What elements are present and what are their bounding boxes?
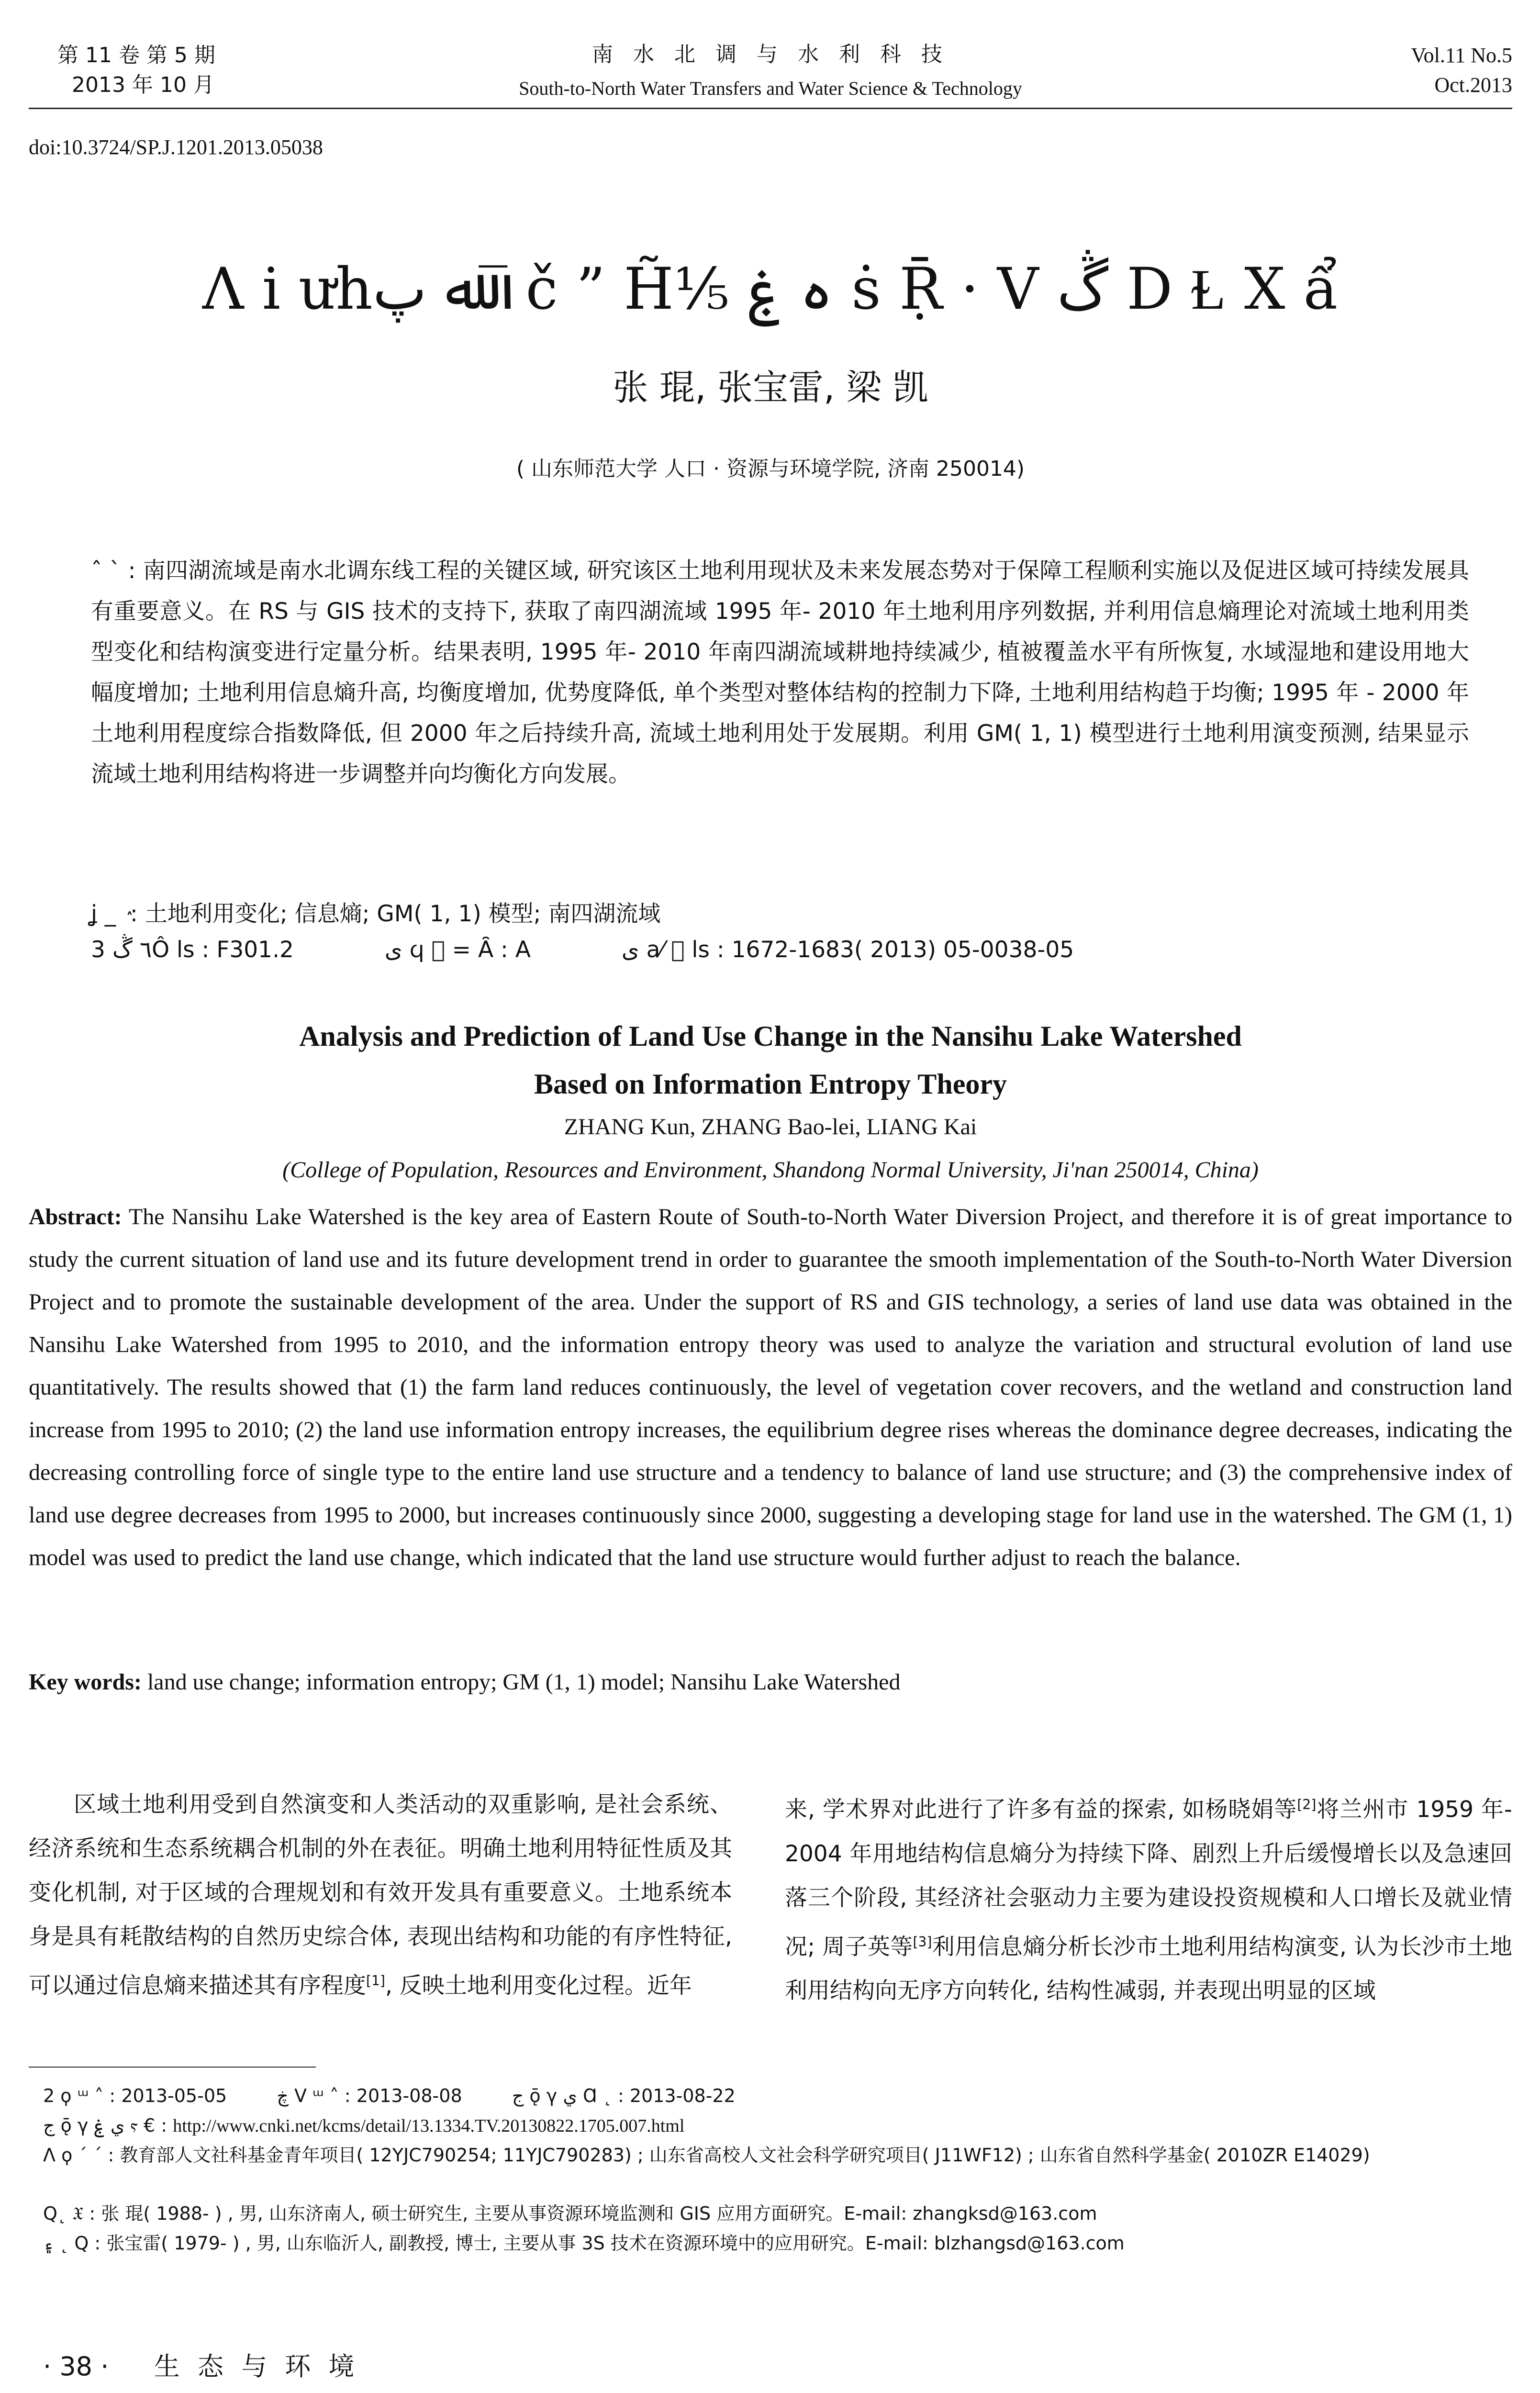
header-journal-en: South-to-North Water Transfers and Water Science & Technology [519, 78, 1022, 99]
footnote-fund [43, 2141, 1503, 2169]
fund-label: Ʌ ϙ ˊ ˊ : [43, 2145, 114, 2166]
clc-label: 3 ٦ ڴÔ ls : [91, 937, 210, 963]
classification-line [91, 933, 1469, 967]
keywords-en [29, 1666, 1512, 1699]
header-journal-cn: 南 水 北 调 与 水 利 科 技 [592, 42, 949, 67]
body-right-text-a: 来, 学术界对此进行了许多有益的探索, 如杨晓娟等 [785, 1796, 1297, 1823]
keywords-cn-text: 土地利用变化; 信息熵; GM( 1, 1) 模型; 南四湖流域 [145, 901, 661, 927]
revised-date: 2013-08-08 [356, 2085, 462, 2106]
article-id-value: 1672-1683( 2013) 05-0038-05 [731, 937, 1074, 963]
header-volume-en: Vol.11 No.5 [1411, 44, 1512, 67]
title-en-line2: Based on Information Entropy Theory [534, 1068, 1007, 1100]
clc-value: F301.2 [216, 937, 294, 963]
footnote-correspondence [43, 2229, 1503, 2257]
online-url: http://www.cnki.net/kcms/detail/13.1334.TV.20130822.1705.007.html [173, 2116, 685, 2136]
correspondence-text: 张宝雷( 1979- ) , 男, 山东临沂人, 副教授, 博士, 主要从事 3S 技术在资源环境中的应用研究。E-mail: blzhangsd@163.com [106, 2233, 1125, 2254]
keywords-cn-label: ʝ _ ٛ : [91, 901, 138, 927]
body-right-text-c: 利用信息熵分析长沙市土地利用结构演变, 认为长沙市土地利用结构向无序方向转化, 结构性减弱, 并表现出明显的区域 [785, 1934, 1512, 2004]
keywords-cn [91, 897, 1469, 931]
published-label: ج ǭ γ ي Ɑ ˛ : [512, 2085, 624, 2106]
title-en-line1: Analysis and Prediction of Land Use Change in the Nansihu Lake Watershed [299, 1020, 1242, 1052]
page-footer [43, 2350, 359, 2383]
authors-en: ZHANG Kun, ZHANG Bao-lei, LIANG Kai [564, 1114, 977, 1140]
received-label: 2 ϙ ᵚ ˄ : [43, 2085, 116, 2106]
footnote-dates [43, 2082, 1503, 2110]
affiliation-en: (College of Population, Resources and Environment, Shandong Normal University, Ji'nan 250014, China) [282, 1157, 1259, 1183]
abstract-cn-label: ˆ ˋ : [91, 558, 136, 584]
keywords-en-label: Key words: [29, 1669, 142, 1695]
doc-code-value: A [515, 937, 531, 963]
published-date: 2013-08-22 [629, 2085, 736, 2106]
citation-3: [3] [913, 1934, 932, 1950]
footnote-url [43, 2112, 1503, 2140]
body-column-right [785, 1783, 1512, 2013]
fund-text: 教育部人文社科基金青年项目( 12YJC790254; 11YJC790283) ; 山东省高校人文社会科学研究项目( J11WF12) ; 山东省自然科学基金( 2010ZR E14029) [120, 2145, 1370, 2166]
header-volume: 第 11 卷 第 5 期 [57, 43, 215, 67]
author-text: 张 琨( 1988- ) , 男, 山东济南人, 硕士研究生, 主要从事资源环境监测和 GIS 应用方面研究。E-mail: zhangksd@163.com [101, 2203, 1097, 2224]
header-rule [29, 108, 1512, 109]
body-left-text: 区域土地利用受到自然演变和人类活动的双重影响, 是社会系统、经济系统和生态系统耦合机制的外在表征。明确土地利用特征性质及其变化机制, 对于区域的合理规划和有效开发具有重要意义。土地系统本身是具有耗散结构的自然历史综合体, 表现出结构和功能的有序性特征, 可以通过信息熵来描述其有序程度 [29, 1791, 732, 1999]
footnote-author [43, 2200, 1503, 2227]
doi: doi:10.3724/SP.J.1201.2013.05038 [29, 135, 323, 159]
header-date-en: Oct.2013 [1434, 73, 1512, 97]
authors-cn: 张 琨, 张宝雷, 梁 凯 [613, 367, 928, 408]
body-left-text-end: , 反映土地利用变化过程。近年 [385, 1972, 692, 1999]
title-cn: Ʌ i ưhﷲ پ‾ č ” H̃⅕ ه ۼ ṡ Ṝ · Ⅴ ڴ D Ɫ X ẩ [202, 256, 1339, 323]
citation-2: [2] [1297, 1797, 1317, 1812]
keywords-en-text: land use change; information entropy; GM (1, 1) model; Nansihu Lake Watershed [147, 1669, 901, 1695]
revised-label: ڿ Ⅴ ᵚ ˄ : [277, 2085, 351, 2106]
abstract-en-text: The Nansihu Lake Watershed is the key area of Eastern Route of South-to-North Water Diversion Project, and therefore it is of great importance to study the current situation of land use and its future development trend in order to guarantee the smooth implementation of the South-to-North Water Diversion Project and to promote the sustainable development of the area. Under the support of RS and GIS technology, a series of land use data was obtained in the Nansihu Lake Watershed from 1995 to 2010, and the information entropy theory was used to analyze the variation and structural evolution of land use quantitatively. The results showed that (1) the farm land reduces continuously, the level of vegetation cover recovers, and the wetland and construction land increase from 1995 to 2010; (2) the land use information entropy increases, the equilibrium degree rises whereas the dominance degree decreases, indicating the decreasing controlling force of single type to the entire land use structure and a tendency to balance of land use structure; and (3) the comprehensive index of land use degree decreases from 1995 to 2000, but increases continuously since 2000, suggesting a developing stage for land use in the watershed. The GM (1, 1) model was used to predict the land use change, which indicated that the land use structure would further adjust to reach the balance. [29, 1204, 1513, 1570]
header-date: 2013 年 10 月 [72, 73, 214, 97]
author-label: Q˛ 𝔛 : [43, 2203, 96, 2224]
article-id-label: ﯼ a⁄ ⃞ ls : [621, 937, 725, 963]
abstract-cn [91, 550, 1469, 794]
journal-section: 生 态 与 环 境 [154, 2351, 359, 2382]
doc-code-label: ﯼ ϥ ⃞ = Ȃ : [384, 937, 508, 963]
body-column-left [29, 1783, 732, 2008]
page-number: · 38 · [43, 2351, 109, 2382]
affiliation-cn: ( 山东师范大学 人口 · 资源与环境学院, 济南 250014) [516, 457, 1025, 481]
citation-1: [1] [366, 1973, 385, 1989]
url-label: ج ǭ γ ي ۼ ⲋ € : [43, 2115, 167, 2136]
body-right-text-b: 将兰州市 1959 年- 2004 年用地结构信息熵分为持续下降、剧烈上升后缓慢增长以及急速回落三个阶段, 其经济社会驱动力主要为建设投资规模和人口增长及就业情况; 周子英等 [785, 1796, 1512, 1960]
abstract-cn-text: 南四湖流域是南水北调东线工程的关键区域, 研究该区土地利用现状及未来发展态势对于保障工程顺利实施以及促进区域可持续发展具有重要意义。在 RS 与 GIS 技术的支持下, 获取了南四湖流域 1995 年- 2010 年土地利用序列数据, 并利用信息熵理论对流域土地利用类型变化和结构演变进行定量分析。结果表明, 1995 年- 2010 年南四湖流域耕地持续减少, 植被覆盖水平有所恢复, 水域湿地和建设用地大幅度增加; 土地利用信息熵升高, 均衡度增加, 优势度降低, 单个类型对整体结构的控制力下降, 土地利用结构趋于均衡; 1995 年 - 2000 年土地利用程度综合指数降低, 但 2000 年之后持续升高, 流域土地利用处于发展期。利用 GM( 1, 1) 模型进行土地利用演变预测, 结果显示流域土地利用结构将进一步调整并向均衡化方向发展。 [91, 558, 1469, 787]
abstract-en [29, 1196, 1512, 1579]
footnote-rule [29, 2067, 316, 2068]
correspondence-label: ۽ ˛ Q : [43, 2233, 101, 2254]
abstract-en-label: Abstract: [29, 1204, 122, 1230]
received-date: 2013-05-05 [121, 2085, 227, 2106]
